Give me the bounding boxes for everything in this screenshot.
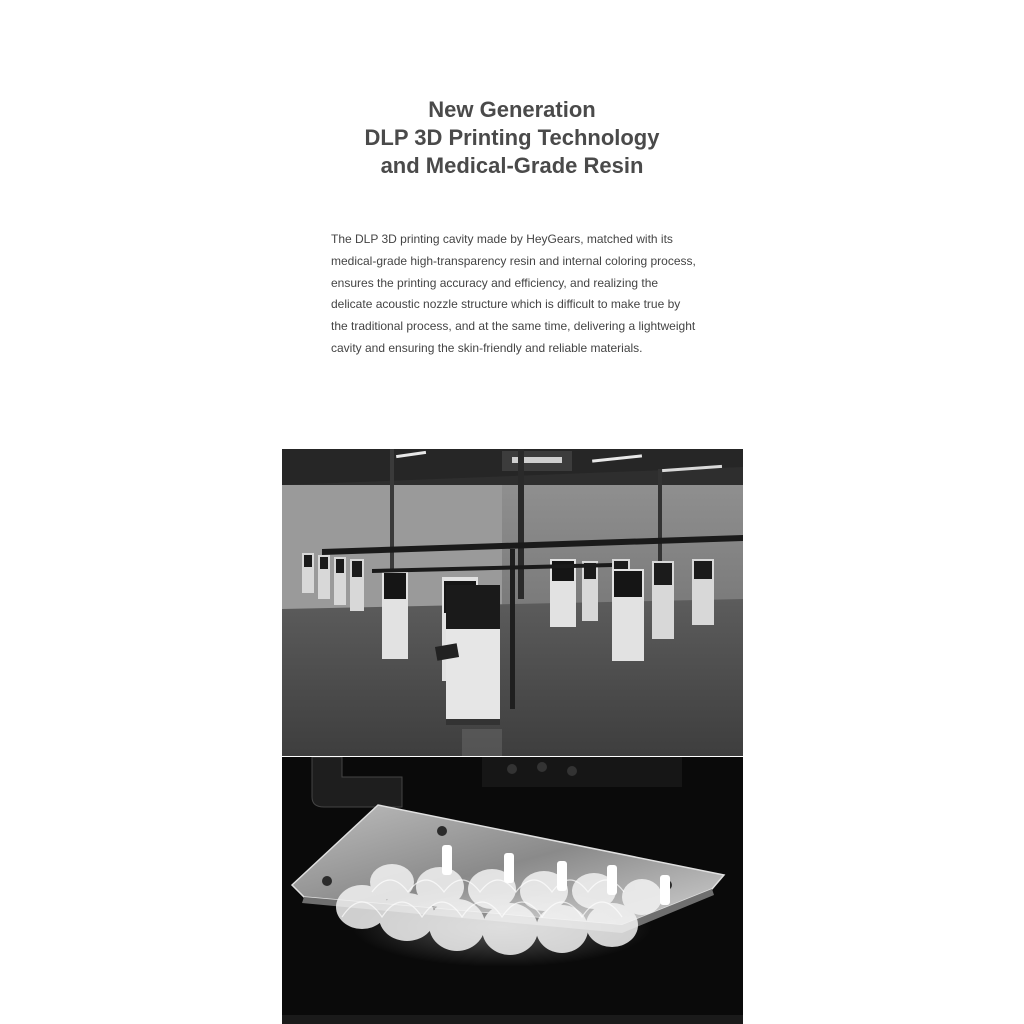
description-paragraph: The DLP 3D printing cavity made by HeyGears, matched with its medical-grade high-transparency resin and internal coloring process, ensures the printing accuracy and efficiency, and realizing the delicate acoustic nozzle structure which is difficult to make true by the traditional process, and at the same time, delivering a lightweight cavity and ensuring the skin-friendly and reliable materials. (331, 232, 696, 355)
resin-print-plate-photo-icon (282, 757, 743, 1024)
headline-line-3: and Medical-Grade Resin (380, 153, 644, 178)
section-headline (0, 96, 1024, 180)
3d-printer-factory-photo-icon (282, 449, 743, 756)
resin-print-photo (282, 757, 743, 1024)
headline-line-2: DLP 3D Printing Technology (364, 125, 660, 150)
headline-line-1: New Generation (428, 97, 596, 122)
factory-photo (282, 449, 743, 756)
